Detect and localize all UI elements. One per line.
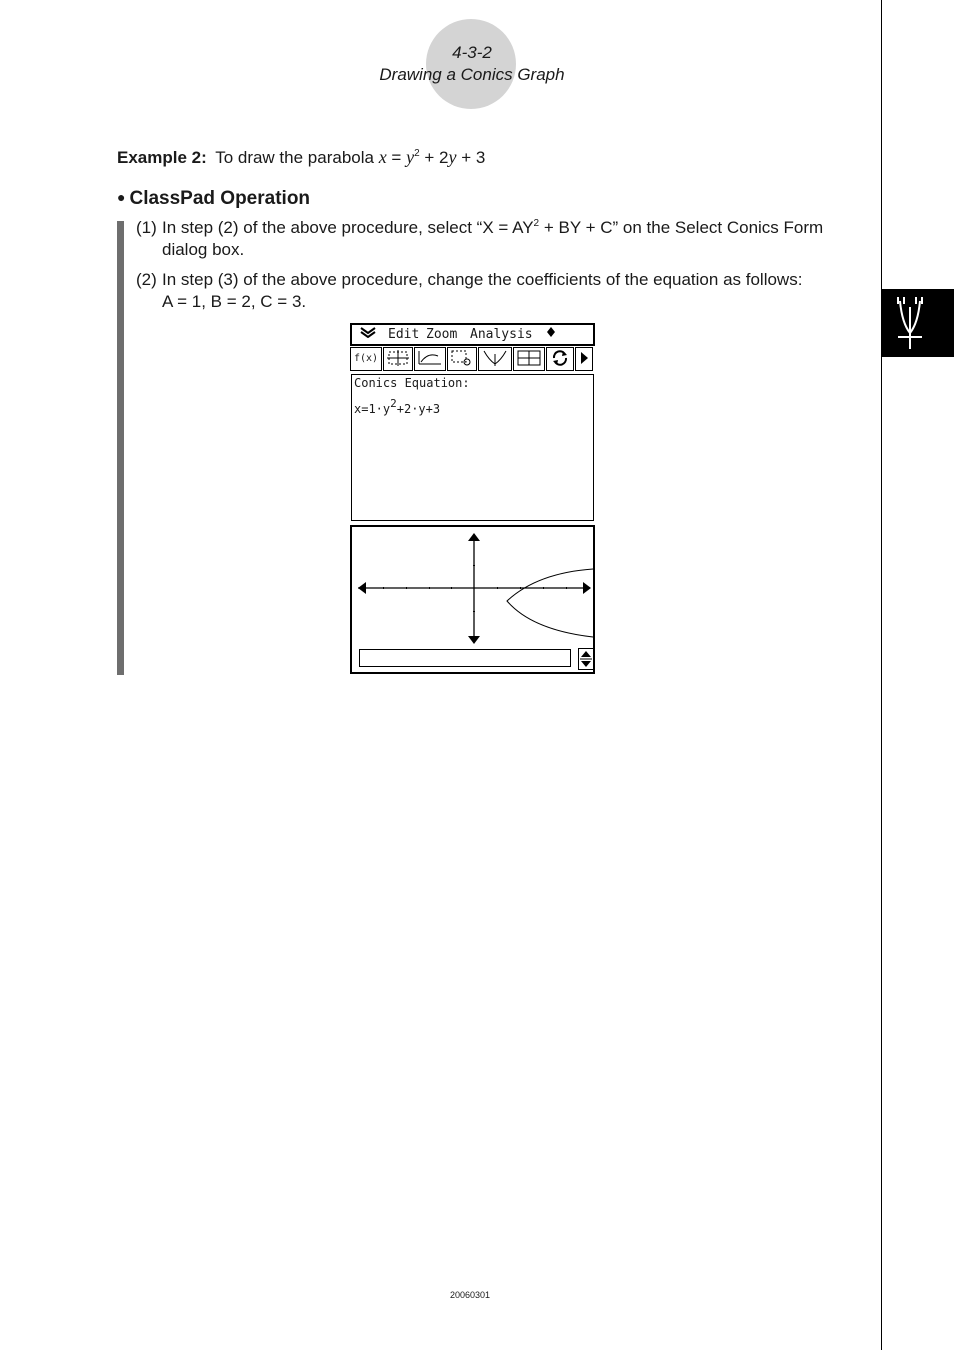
- menu-zoom[interactable]: Zoom: [426, 327, 458, 342]
- chapter-tab: [882, 289, 954, 357]
- step-text-a: In step (3) of the above procedure, change the coefficients of the equation as follows:: [162, 270, 803, 289]
- step-exponent: 2: [533, 218, 540, 229]
- conics-equation-window: [351, 374, 594, 521]
- eq-y2: y: [448, 147, 457, 167]
- equation-label: Conics Equation:: [354, 376, 470, 390]
- operation-side-bar: [117, 221, 124, 675]
- graph-window[interactable]: [350, 525, 595, 647]
- table-icon[interactable]: [513, 347, 545, 371]
- step-text: [162, 269, 862, 313]
- equation-part-b: +2·y+3: [396, 402, 441, 416]
- header-badge: [426, 19, 516, 109]
- eq-mid: + 2: [419, 148, 449, 167]
- window-icon[interactable]: [383, 347, 413, 371]
- equation-line: [354, 397, 441, 416]
- step-text-b: + BY + C” on the Select Conics Form dialog box.: [162, 218, 824, 259]
- equation-part-a: x=1·y: [354, 402, 391, 416]
- zoom-box-icon[interactable]: [447, 347, 477, 371]
- menu-down-icon[interactable]: [360, 325, 376, 344]
- step-number: (1): [136, 218, 157, 237]
- step-text-a: In step (2) of the above procedure, select “X = AY: [162, 218, 534, 237]
- section-code: 4-3-2: [452, 43, 492, 62]
- example-label: Example 2:: [117, 148, 207, 167]
- right-margin-rule: [881, 0, 882, 1350]
- menu-analysis[interactable]: Analysis: [470, 327, 533, 342]
- scroll-right-icon[interactable]: [575, 347, 593, 371]
- equation-exponent: 2: [390, 397, 397, 410]
- eq-equals: =: [386, 148, 407, 167]
- example-line: [117, 147, 485, 168]
- trace-icon[interactable]: [414, 347, 446, 371]
- bullet-icon: ●: [117, 189, 126, 205]
- diamond-icon[interactable]: [546, 325, 556, 345]
- section-title-header: Drawing a Conics Graph: [379, 65, 565, 84]
- redraw-icon[interactable]: [546, 347, 574, 371]
- eq-x: x: [378, 147, 387, 167]
- classpad-screen: [350, 323, 595, 676]
- step-number: (2): [136, 270, 157, 289]
- operation-title: ClassPad Operation: [129, 188, 311, 209]
- parabola-graph: [352, 527, 593, 645]
- entry-field[interactable]: [359, 649, 571, 667]
- menu-bar: [350, 323, 595, 346]
- eq-end: + 3: [456, 148, 486, 167]
- footer-code: 20060301: [449, 1290, 491, 1300]
- step-text-b: A = 1, B = 2, C = 3.: [162, 292, 307, 311]
- status-bar: [350, 645, 595, 674]
- conics-chapter-icon: [888, 293, 948, 353]
- fx-button[interactable]: f(x): [350, 347, 382, 371]
- draw-icon[interactable]: [478, 347, 512, 371]
- operation-heading: [117, 188, 310, 210]
- eq-exponent: 2: [414, 148, 420, 159]
- step-text: [162, 217, 862, 261]
- example-text: To draw the parabola: [215, 148, 374, 167]
- eq-y: y: [406, 147, 415, 167]
- spinner-icon[interactable]: [578, 648, 594, 670]
- toolbar: [350, 347, 595, 371]
- menu-edit[interactable]: Edit: [388, 327, 420, 342]
